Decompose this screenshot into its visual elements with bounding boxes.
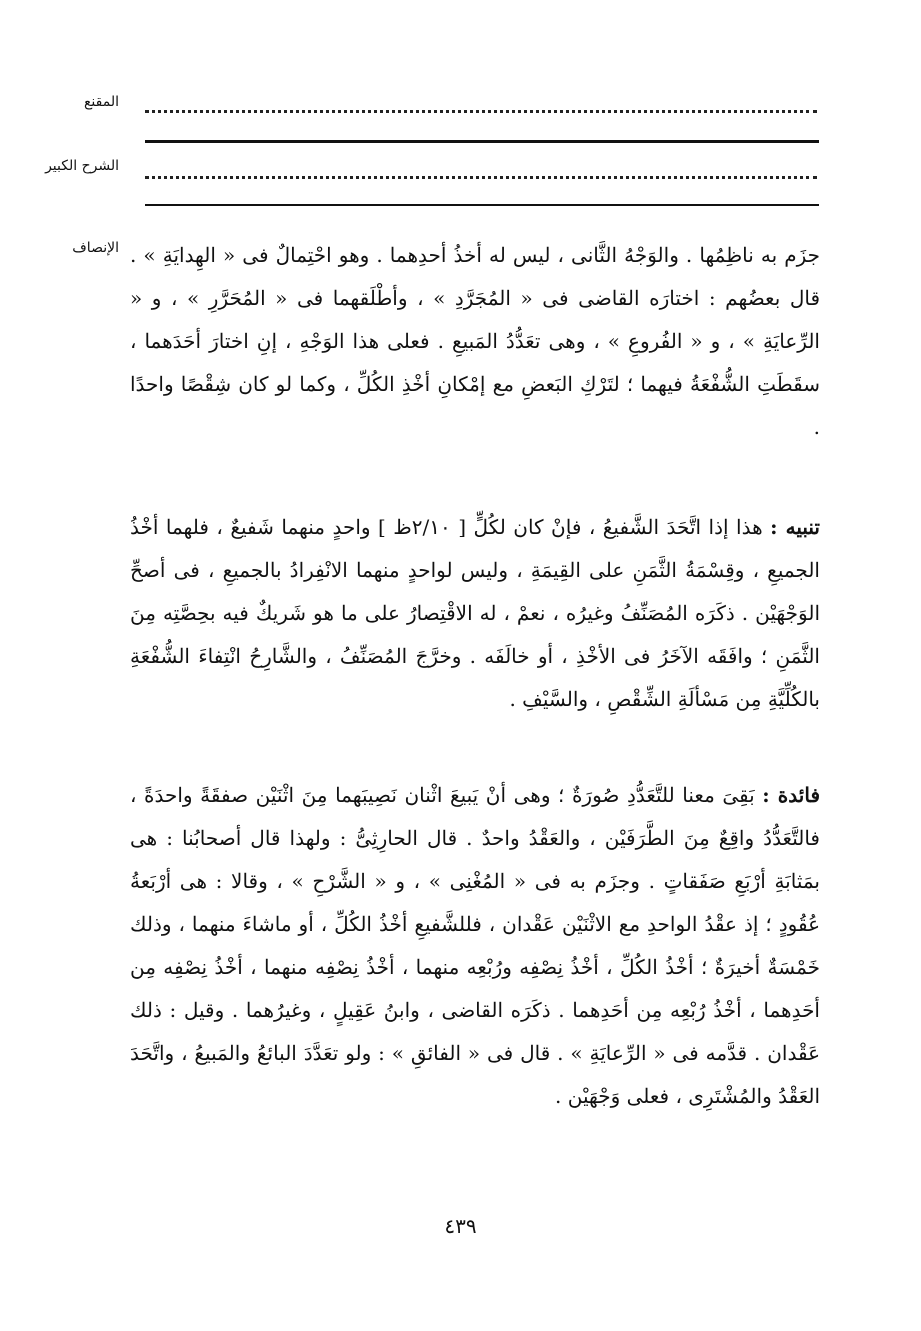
faida-text: بَقِىَ معنا للتَّعَدُّدِ صُورَةٌ ؛ وهى أنْ يَبيعَ اثْنان نَصِيبَهما مِنَ اثْنَيْن صفقَةً واحدَةً ، فالتَّعَدُّدُ واقِعٌ مِنَ الطَّرَفَيْن ، والعَقْدُ واحدٌ . قال الحارِثِىُّ : ولهذا قال أصحابُنا : هى بمَثابَةِ أرْبَعِ صَفَقاتٍ . وجزَم به فى « المُغْنِى » ، و « الشَّرْحِ » ، وقالا : هى أرْبَعةُ عُقُودٍ ؛ إذ عقْدُ الواحدِ مع الاثْنَيْن عَقْدان ، فللشَّفيعِ أخْذُ الكُلِّ ، أو ماشاءَ منهما ، وذلك خَمْسَةٌ أخيرَةٌ ؛ أخْذُ الكُلِّ ، أخْذُ نِصْفِه ورُبْعِه منهما ، أخْذُ نِصْفِه منهما ، أخْذُ نِصْفِه مِن أحَدِهما ، أخْذُ رُبْعِه مِن أحَدِهما . ذكَرَه القاضى ، وابنُ عَقِيلٍ ، وغيرُهما . وقيل : ذلك عَقْدان . قدَّمه فى « الرِّعايَةِ » . قال فى « الفائقِ » : ولو تعَدَّدَ البائعُ والمَبيعُ ، واتَّحَدَ العَقْدُ والمُشْتَرِى ، فعلى وَجْهَيْن . xyxy=(130,783,821,1108)
paragraph-continuation xyxy=(130,234,820,449)
insaf-label: الإنصاف xyxy=(72,240,119,256)
tanbih-text: هذا إذا اتَّحَدَ الشَّفيعُ ، فإنْ كان لكُلٍّ [ ٢/١٠ظ ] واحدٍ منهما شَفيعٌ ، فلهما أخْذُ الجميعِ ، وقِسْمَةُ الثَّمَنِ على القِيمَةِ ، وليس لواحدٍ منهما الانْفِرادُ بالجميعِ ، فى أصحِّ الوَجْهَيْن . ذكَرَه المُصَنِّفُ وغيرُه ، نعمْ ، له الاقْتِصارُ على ما هو شَريكٌ فيه بحِصَّتِه مِنَ الثَّمَنِ ؛ وافَقَه الآخَرُ فى الأخْذِ ، أو خالَفَه . وخرَّجَ المُصَنِّفُ ، والشَّارِحُ انْتِفاءَ الشُّفْعَةِ بالكُلِّيَّةِ مِن مَسْألَةِ الشِّقْصِ ، والسَّيْفِ . xyxy=(130,515,820,711)
sharh-label: الشرح الكبير xyxy=(45,158,119,174)
sharh-dotted-line xyxy=(145,176,817,179)
tanbih-heading: تنبيه : xyxy=(770,515,820,539)
muqni-dotted-line xyxy=(145,110,817,113)
faida-section xyxy=(130,774,820,1118)
page-number: ٤٣٩ xyxy=(444,1214,477,1238)
muqni-label: المقنع xyxy=(83,94,119,110)
faida-heading: فائدة : xyxy=(762,783,821,807)
tanbih-section xyxy=(130,506,820,721)
thick-divider xyxy=(145,140,819,143)
thin-divider xyxy=(145,204,819,206)
paragraph-1-text: جزَم به ناظِمُها . والوَجْهُ الثَّانى ، ليس له أخذُ أحدِهما . وهو احْتِمالٌ فى « الهِدايَةِ » . قال بعضُهم : اختارَه القاضى فى « المُجَرَّدِ » ، وأطْلَقهما فى « المُحَرَّرِ » ، و « الرِّعايَةِ » ، و « الفُروعِ » ، وهى تعَدُّدُ المَبيعِ . فعلى هذا الوَجْهِ ، إنِ اختارَ أحَدَهما ، سقَطَتِ الشُّفْعَةُ فيهما ؛ لتَرْكِ البَعضِ مع إمْكانِ أخْذِ الكُلِّ ، وكما لو كان شِقْصًا واحدًا . xyxy=(130,243,820,439)
